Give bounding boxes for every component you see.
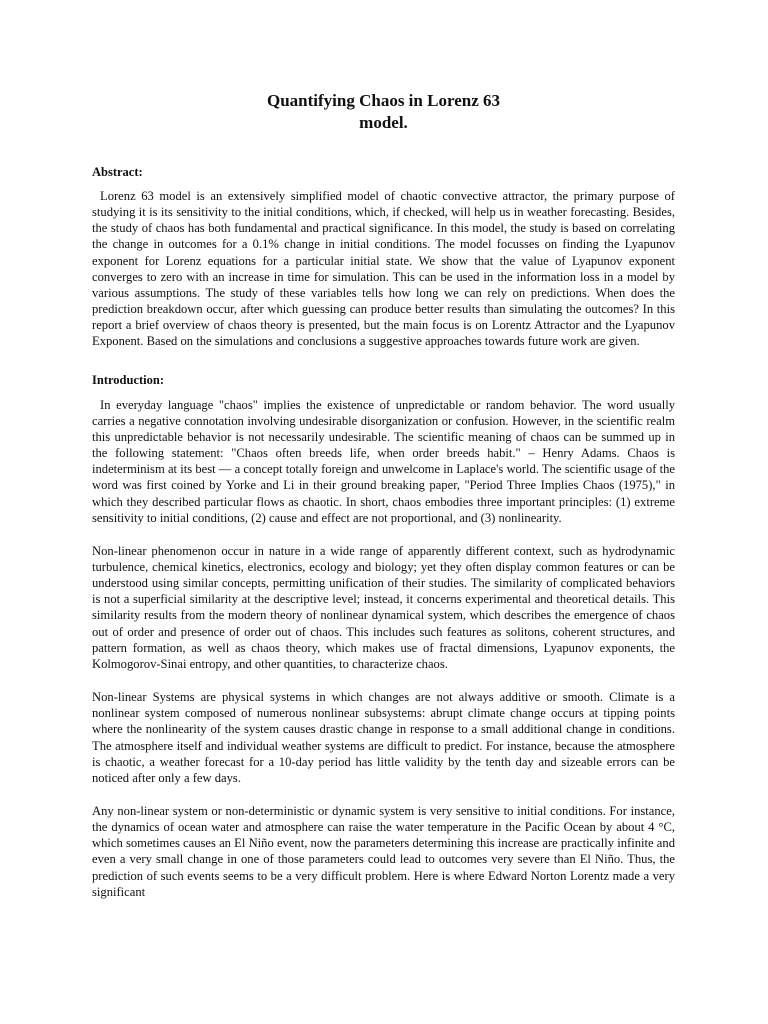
document-title [92,90,675,134]
abstract-paragraph: Lorenz 63 model is an extensively simplified model of chaotic convective attractor, the primary purpose of studying it is its sensitivity to the initial conditions, which, if checked, will help us in weather forecasting. Besides, the study of chaos has both fundamental and practical significance. In this model, the study is based on correlating the change in outcomes for a 0.1% change in initial conditions. The model focusses on finding the Lyapunov exponent for Lorenz equations for a particular initial state. We show that the value of Lyapunov exponent converges to zero with an increase in time for simulation. This can be used in the information loss in a model by various assumptions. The study of these variables tells how long we can rely on predictions. When does the prediction breakdown occur, after which guessing can produce better results than simulating the outcomes? In this report a brief overview of chaos theory is presented, but the main focus is on Lorentz Attractor and the Lyapunov Exponent. Based on the simulations and conclusions a suggestive approaches towards future work are given. [92,189,675,349]
intro-paragraph-4: Any non-linear system or non-deterministic or dynamic system is very sensitive to initial conditions. For instance, the dynamics of ocean water and atmosphere can raise the water temperature in the Pacific Ocean by about 4 °C, which sometimes causes an El Niño event, now the parameters determining this increase are practically infinite and even a very small change in one of those parameters could lead to outcomes very severe than El Niño. Thus, the prediction of such events seems to be a very difficult problem. Here is where Edward Norton Lorentz made a very significant [92,804,675,899]
abstract-heading: Abstract: [92,165,143,179]
title-line-1: Quantifying Chaos in Lorenz 63 [266,91,500,110]
intro-paragraph-2: Non-linear phenomenon occur in nature in a wide range of apparently different context, such as hydrodynamic turbulence, chemical kinetics, electronics, ecology and biology; yet they often display common features or can be understood using similar concepts, permitting unification of their studies. The similarity of complicated behaviors is not a superficial similarity at the descriptive level; instead, it concerns experimental and theoretical details. This similarity results from the modern theory of nonlinear dynamical system, which describes the emergence of chaos out of order and presence of order out of chaos. This includes such features as solitons, coherent structures, and pattern formation, as well as chaos theory, which makes use of fractal dimensions, Lyapunov exponents, the Kolmogorov-Sinai entropy, and other quantities, to characterize chaos. [92,543,675,671]
introduction-heading: Introduction: [92,372,165,387]
title-line-2: model. [359,113,408,132]
document-body [92,90,675,900]
intro-paragraph-3: Non-linear Systems are physical systems in which changes are not always additive or smooth. Climate is a nonlinear system composed of numerous nonlinear subsystems: abrupt climate change occurs at tipping points where the nonlinearity of the system causes drastic change in response to a small additional change in conditions. The atmosphere itself and individual weather systems are difficult to predict. For instance, because the atmosphere is chaotic, a weather forecast for a 10-day period has little validity by the tenth day and sizeable errors can be noticed after only a few days. [92,690,675,785]
intro-paragraph-1: In everyday language "chaos" implies the existence of unpredictable or random behavior. The word usually carries a negative connotation involving undesirable disorganization or confusion. However, in the scientific realm this unpredictable behavior is not necessarily undesirable. The scientific meaning of chaos can be summed up in the following statement: "Chaos often breeds life, when order breeds habit." – Henry Adams. Chaos is indeterminism at its best — a concept totally foreign and unwelcome in Laplace's world. The scientific usage of the word was first coined by Yorke and Li in their ground breaking paper, "Period Three Implies Chaos (1975)," in which they described particular flows as chaotic. In short, chaos embodies three important principles: (1) extreme sensitivity to initial conditions, (2) cause and effect are not proportional, and (3) nonlinearity. [92,397,675,525]
